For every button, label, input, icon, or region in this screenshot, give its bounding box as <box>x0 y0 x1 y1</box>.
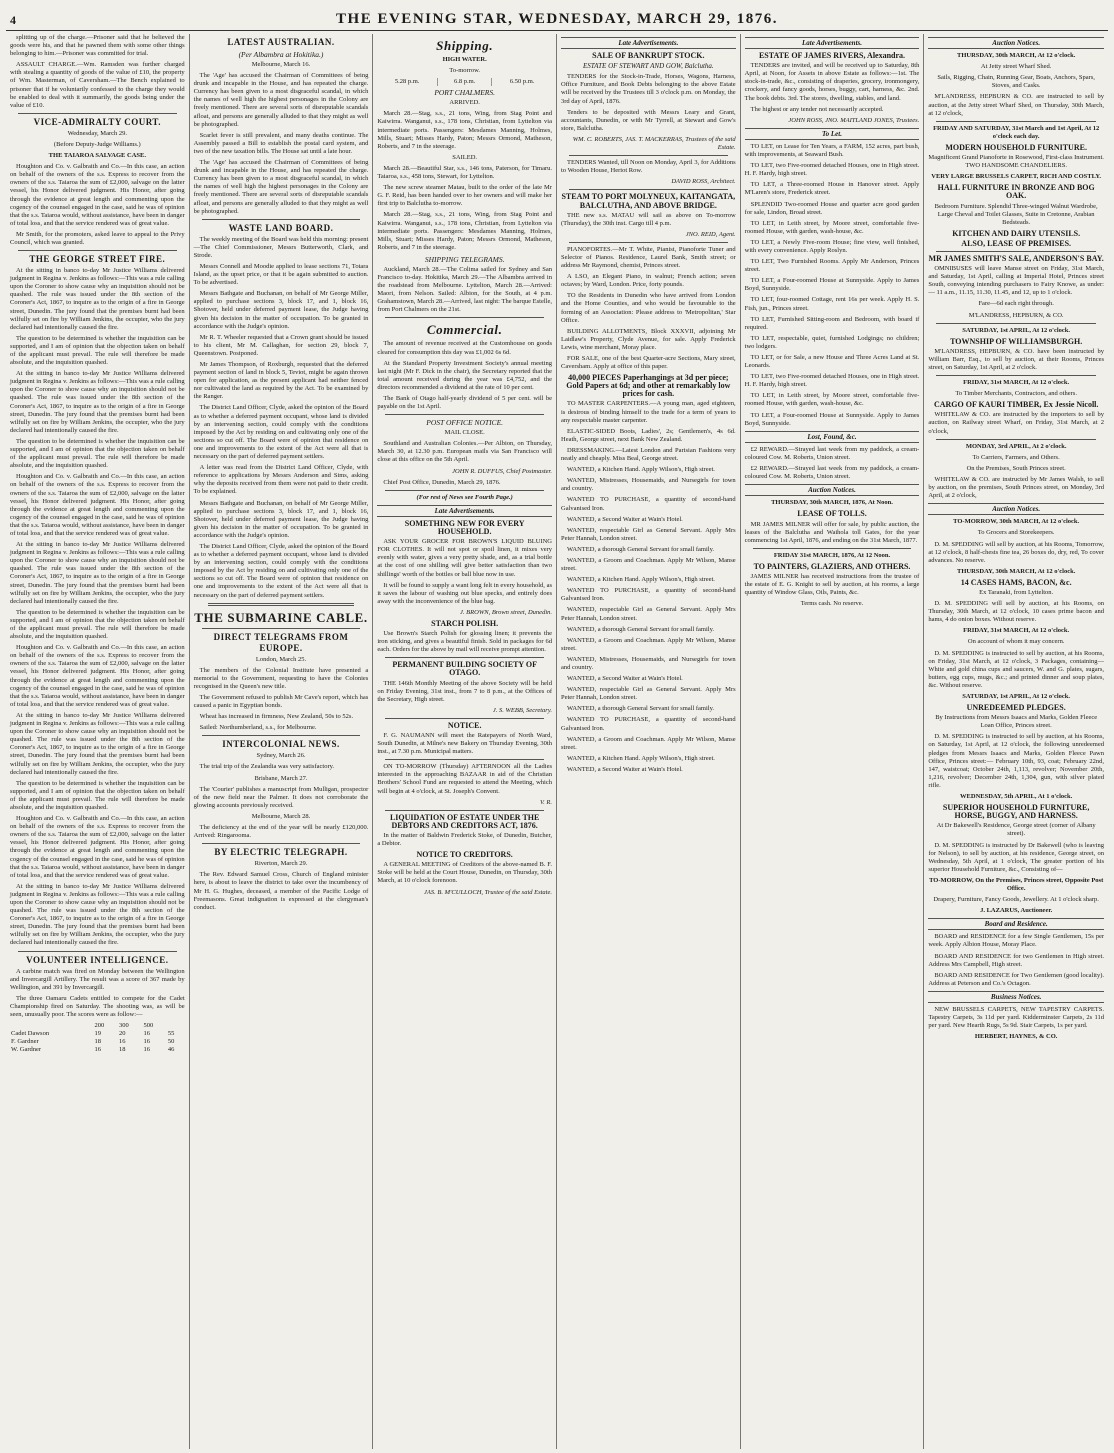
article-text: The 'Age' has accused the Chairman of Committees of being drunk and incapable in the House, and has repeated the charge. Currency has been given to a most disgraceful scandal, in which the names of well high the highest personages in the Colony are freely mentioned. There are several sorts of disreputable scandals afloat, and persons are generally alluded to that they might as well be photographed. <box>193 159 369 215</box>
article-text: Chief Post Office, Dunedin, March 29, 1876. <box>383 478 501 486</box>
article-text: March 28.—Stag, s.s., 21 tons, Wing, from Stag Point and Kaiwirra. Wanganui, s.s., 178 tons, Christian, from Lyttelton via intermediate ports. Passengers: Mesdames Manning, Holmes, Mills, Stuart; Misses Hardy, Paton; Messrs Ormond, Matheson, Roberts, and 7 in the steerage. <box>377 110 552 150</box>
signature: JOHN ROSS, JNO. MAITLAND JONES, Trustees. <box>788 116 920 124</box>
section-heading: DIRECT TELEGRAMS FROM EUROPE. <box>213 631 349 653</box>
article-text: Houghton and Co. v. Galbraith and Co.—In this case, an action on behalf of the owners of the s.s. Express to recover from the owners of the s.s. Taiaroa the sum of £2,000, salvage on the latter vessel, his Honor delivered judgment. His Honor, after going through the evidence at great length and commenting upon the cogency of the counsel engaged in the case, said he was of opinion that the s.s. Taiaroa would, without assistance, have been in danger of total loss, and that the service rendered was of great value. <box>10 473 185 537</box>
ad-text: FOR SALE, one of the best Quarter-acre Sections, Mary street, Caversham. Apply at office of this paper. <box>561 355 736 371</box>
ad-text: A GENERAL MEETING of Creditors of the above-named B. F. Stoke will be held at the Court House, Dunedin, on Thursday, 30th March, at 10 o'clock forenoon. <box>377 861 552 885</box>
ad-heading: TOWNSHIP OF WILLIAMSBURGH. <box>950 336 1083 346</box>
ad-heading: MODERN HOUSEHOLD FURNITURE. <box>945 142 1087 152</box>
section-label: Board and Residence. <box>928 918 1104 930</box>
ad-text: Use Brown's Starch Polish for glossing linen; it prevents the iron sticking, and gives a beautiful finish. Sold in packages for 6d each. Orders for the above by mail will receive prompt attention. <box>377 630 552 654</box>
subheading: To-morrow. <box>449 67 481 75</box>
ad-text: To Carriers, Farmers, and Others. <box>972 453 1060 461</box>
ad-text: WANTED, a Groom and Coachman. Apply Mr Wilson, Manse street. <box>561 735 736 751</box>
ad-text: TO LET, a Four-roomed House at Sunnyside. Apply to James Boyd, Sunnyside. <box>744 411 920 427</box>
article-text: The three Oamaru Cadets entitled to compete for the Cadet Championship fired on Saturday. The shooting was, as will be seen, unusually poor. The scores were as follow:— <box>10 994 185 1019</box>
article-text: The Bank of Otago half-yearly dividend of 5 per cent. will be payable on the 1st April. <box>377 395 552 411</box>
article-text: The question to be determined is whether the inquisition can be supported, and I am of opinion that the objection taken on behalf of the applicant must prevail. The rule will therefore be made absolute, and the inquisition quashed. <box>10 779 185 811</box>
ad-heading: HALL FURNITURE IN BRONZE AND BOG OAK. <box>937 183 1095 201</box>
auction-date: TO-MORROW, 30th MARCH, At 12 o'clock. <box>953 518 1080 526</box>
ad-text: JAMES MILNER has received instructions from the trustee of the estate of E. G. Knight to sell by auction, at his rooms, a large quantity of Window Glass, Oils, Paints, &c. <box>744 572 920 597</box>
divider <box>936 251 1096 252</box>
article-text: March 28.—Beautiful Star, s.s., 146 tons, Paterson, for Timaru. Taiaroa, s.s., 458 tons, Stewart, for Lyttelton. <box>377 164 552 181</box>
ad-text: On account of whom it may concern. <box>967 638 1065 646</box>
section-heading: THE SUBMARINE CABLE. <box>194 609 368 625</box>
ad-text: TENDERS are invited, and will be received up to Saturday, 8th April, at Noon, for Assets in above Estate as follows:—1st. The stock-in-trade, &c., consisting of draperies, grocery, ironmongery, crockery, and fancy goods, horses, buggy, cart, harness, &c. 2nd. The book debts. 3rd. The stores, dwelling, stables, and land. <box>744 62 920 102</box>
subheading: HIGH WATER. <box>442 56 487 63</box>
ad-text: WANTED, a Kitchen Hand. Apply Wilson's, High street. <box>567 754 715 762</box>
ad-text: WANTED, Mistresses, Housemaids, and Nursegirls for town and country. <box>561 655 736 671</box>
article-text: The Government refused to publish Mr Cave's report, which has caused a panic in Egyptian bonds. <box>193 694 369 710</box>
ad-text: TO LET, a Three-roomed House in Hanover street. Apply M'Laren's store, Frederick street. <box>744 181 920 197</box>
signature: J. S. WEBB, Secretary. <box>492 706 552 714</box>
section-heading: BY ELECTRIC TELEGRAPH. <box>214 847 348 858</box>
ad-text: TO LET, Two Furnished Rooms. Apply Mr Anderson, Princes street. <box>744 258 920 274</box>
article-text: The 'Age' has accused the Chairman of Committees of being drunk and incapable in the House, and has repeated the charge. Currency has been given to a most disgraceful scandal, in which the names of well high the highest personages in the Colony are freely mentioned. There are several sorts of disreputable scandals afloat, and persons are generally alluded to that they might as well be photographed. <box>193 72 369 128</box>
section-heading: VICE-ADMIRALTY COURT. <box>33 116 161 127</box>
ad-text: TO LET, respectable, quiet, furnished Lodgings; no children; two lodgers. <box>744 334 920 350</box>
divider <box>385 657 544 658</box>
ad-heading: LIQUIDATION OF ESTATE UNDER THE DEBTORS AND CREDITORS ACT, 1876. <box>389 812 540 830</box>
dateline: London, March 25. <box>255 655 307 663</box>
divider <box>569 189 728 190</box>
ad-heading: SUPERIOR HOUSEHOLD FURNITURE, HORSE, BUGGY, AND HARNESS. <box>942 803 1090 821</box>
ad-text: WANTED TO PURCHASE, a quantity of second-hand Galvanised Iron. <box>561 716 736 732</box>
ad-text: Ex Taranaki, from Lyttelton. <box>979 588 1054 596</box>
article-text: Houghton and Co. v. Galbraith and Co.—In this case, an action on behalf of the owners of the s.s. Express to recover from the owners of the s.s. Taiaroa the sum of £2,000, salvage on the latter vessel, his Honor delivered judgment. His Honor, after going through the evidence at great length and commenting upon the cogency of the counsel engaged in the case, said he was of opinion that the s.s. Taiaroa would, without assistance, have been in danger of total loss, and that the service rendered was of great value. <box>10 644 185 708</box>
ad-text: A LSO, an Elegant Piano, in walnut; French action; seven octaves; by Ward, London. Price, forty pounds. <box>561 273 736 289</box>
column-3 <box>373 34 557 1449</box>
ad-text: Magnificent Grand Pianoforte in Rosewood, First-class Instrument. TWO HANDSOME CHANDELIERS. <box>928 154 1104 170</box>
article-text: Southland and Australian Colonies.—Per Albion, on Thursday, March 30, at 12.30 p.m. European mails via San Francisco will close at this office on the 5th April. <box>377 440 552 464</box>
article-text: Messrs Bathgate and Buchanan, on behalf of Mr George Miller, applied to purchase sections 3, block 17, and 1, block 16, Shotover, held under deferred payment lease, the Judge having given his decision in the matter of occupation. To be granted in accordance with the Judge's opinion. <box>193 499 369 539</box>
ad-text: M'LANDRESS, HEPBURN & CO. are instructed to sell by auction, at the Jetty street Wharf Shed, on Thursday, 30th March, at 12 o'clock, <box>928 93 1104 117</box>
section-heading: LATEST AUSTRALIAN. <box>227 37 335 47</box>
article-text: The members of the Colonial Institute have presented a memorial to the Government, requesting to have the Colonies recognised in the Queen's new title. <box>193 666 369 690</box>
terms: Terms cash. No reserve. <box>800 600 864 608</box>
section-label: Auction Notices. <box>928 503 1104 515</box>
article-text: ASSAULT CHARGE.—Wm. Ramsden was further charged with stealing a quantity of goods of the value of £10, the property of Wm. Masterman, of Caversham.—The Bench explained to prisoner that if he voluntarily confessed to the charge they would be enabled to deal with it summarily, the goods being under the value of £10. <box>10 61 185 109</box>
ad-text: THE new s.s. MATAU will sail as above on To-morrow (Thursday), the 30th inst. Cargo till 4 p.m. <box>561 211 736 227</box>
ad-text: SPLENDID Two-roomed House and quarter acre good garden for sale, Lindon, Broad street. <box>744 200 920 216</box>
article-text: At the Standard Property Investment Society's annual meeting last night (Mr F. Dick in the chair), the Secretary reported that the total amount received during the year was £4,752, and the directors recommended a dividend at the rate of 10 per cent. <box>377 359 552 391</box>
ad-text: ON TO-MORROW (Thursday) AFTERNOON all the Ladies interested in the approaching BAZAAR in aid of the Christian Brothers' School Fund are requested to attend the Meeting, which will begin at 4 o'clock, at St. Joseph's Convent. <box>377 763 552 795</box>
section-label: Auction Notices. <box>745 484 920 496</box>
auction-date: THURSDAY, 30th MARCH, 1876, At Noon. <box>771 499 893 507</box>
ad-text: TO LET, in Leith street, by Moore street, comfortable five-roomed House, with garden, wash-house, &c. <box>744 219 920 235</box>
ad-text: WANTED, respectable Girl as General Servant. Apply Mrs Peter Hannah, London street. <box>561 686 736 702</box>
ad-text: PIANOFORTES.—Mr T. White, Pianist, Pianoforte Tuner and Selector of Pianos. Residence, Laurel Bank, Smith street; or address Mr Raymond, chemist, Princes street. <box>561 245 736 270</box>
column-2 <box>190 34 374 1449</box>
tide-table: 5.28 p.m. 6.8 p.m. 6.50 p.m. <box>377 78 552 86</box>
subheading: SAILED. <box>452 153 478 161</box>
ad-text: ELASTIC-SIDED Boots, Ladies', 2s; Gentlemen's, 4s 6d. Heath, George street, next Bank New Zealand. <box>561 427 736 443</box>
section-label: Business Notices. <box>928 991 1104 1003</box>
ad-text: TO LET, a Newly Five-room House; fine view, well finished, with every convenience. Apply Roslyn. <box>744 238 920 254</box>
auction-date: FRIDAY 31st MARCH, 1876, At 12 Noon. <box>773 551 891 559</box>
article-text: The new screw steamer Matau, built to the order of the late Mr G. F. Reid, has been handed over to her owners and will make her first trip to Balclutha to-morrow. <box>377 184 552 208</box>
article-text: Houghton and Co. v. Galbraith and Co.—In this case, an action on behalf of the owners of the s.s. Express to recover from the owners of the s.s. Taiaroa the sum of £2,000, salvage on the latter vessel, his Honor delivered judgment. His Honor, after going through the evidence at great length and commenting upon the cogency of the counsel engaged in the case, said he was of opinion that the s.s. Taiaroa would, without assistance, have been in danger of total loss, and that the service rendered was of great value. <box>10 163 185 227</box>
divider <box>936 375 1096 376</box>
ad-heading: NOTICE TO CREDITORS. <box>416 850 513 860</box>
divider <box>208 603 355 606</box>
ad-text: TENDERS Wanted, till Noon on Monday, April 3, for Additions to Wooden House, Heriot Row. <box>561 159 736 175</box>
ad-text: At Dr Bakewell's Residence, George street (corner of Albany street). <box>936 822 1096 838</box>
dateline: Melbourne, March 28. <box>251 812 311 820</box>
ad-text: WHITELAW & CO. are instructed by Mr James Walsh, to sell by auction, on the premises, South Princes street, on Monday, 3rd April, at 2 o'clock, <box>928 475 1104 500</box>
ad-text: D. M. SPEDDING is instructed to sell by auction, at his Rooms, on Saturday, 1st April, at 12 o'clock, the following unredeemed pledges from Messrs Isaacs and Marks, Golden Fleece Pawn Office, Princes street:— February 10th, 93, coat; February 22nd, 147, waistcoat; October 24th, 1,113, revolver; November 20th, 1,216, revolver; December 24th, 1,304, gun, with silver plated rifle. <box>928 733 1104 789</box>
ad-text: Drapery, Furniture, Fancy Goods, Jewellery. At 1 o'clock sharp. <box>933 896 1099 904</box>
ad-heading: NOTICE. <box>447 720 482 730</box>
ad-text: NEW BRUSSELS CARPETS, NEW TAPESTRY CARPETS. Tapestry Carpets, 3s 11d per yard. Kidderminster Carpets, 2s 11d per yard. New Hearth Rugs, 5s 9d. Stair Carpets, 1s per yard. <box>928 1006 1104 1030</box>
ad-text: TO LET, two Five-roomed detached Houses, one in High street. H. F. Hardy, high street. <box>744 373 920 389</box>
ad-text: BOARD AND RESIDENCE for Two Gentlemen (good locality). Address at Peterson and Co.'s Octagon. <box>928 971 1104 987</box>
divider <box>936 121 1096 122</box>
ad-text: OMNIBUSES will leave Manse street on Friday, 31st March, and Saturday, 1st April, calling at Imperial Hotel, Princes street South, conveying intending purchasers to Fairy Knowe, as under:— 11 a.m., 11.15, 11.30, 11.45, and 12, up to 1 o'clock. <box>928 265 1104 297</box>
article-text: The amount of revenue received at the Customhouse on goods cleared for consumption this day was £1,002 6s 6d. <box>377 340 552 356</box>
column-4 <box>557 34 741 1449</box>
page-number: 4 <box>10 13 16 27</box>
article-text: At the sitting in banco to-day Mr Justice Williams delivered judgment in Regina v. Jenkins as follows:—This was a rule calling upon the Coroner to show cause why an inquisition should not be quashed. The rule was issued under the 8th section of the Coroner's Act, 1867, to inquire as to the origin of a fire in George street, Dunedin. The jury found that the premises burnt had been wilfully set on fire by William Jenkins, the occupier, who the jury declared had intentionally caused the fire. <box>10 370 185 434</box>
subheading: MAIL CLOSE. <box>444 429 485 437</box>
column-5 <box>741 34 925 1449</box>
ad-text: WANTED, a thorough General Servant for small family. <box>567 545 715 553</box>
divider <box>202 843 361 844</box>
ad-text: WANTED, a thorough General Servant for small family. <box>567 625 715 633</box>
ad-text: Sails, Rigging, Chain, Running Gear, Boats, Anchors, Spars, Stoves, and Casks. <box>937 74 1095 90</box>
ad-text: £2 REWARD.—Strayed last week from my paddock, a cream-coloured Cow. M. Roberts, Union street. <box>744 465 920 481</box>
article-text: Houghton and Co. v. Galbraith and Co.—In this case, an action on behalf of the owners of the s.s. Express to recover from the owners of the s.s. Taiaroa the sum of £2,000, salvage on the latter vessel, his Honor delivered judgment. His Honor, after going through the evidence at great length and commenting upon the cogency of the counsel engaged in the case, said he was of opinion that the s.s. Taiaroa would, without assistance, have been in danger of total loss, and that the service rendered was of great value. <box>10 815 185 879</box>
signature: J. BROWN, Brown street, Dunedin. <box>460 608 552 616</box>
ad-text: BOARD and RESIDENCE for a few Single Gentlemen, 15s per week. Apply Albion House, Moray Place. <box>928 933 1104 949</box>
signature: WM. C. ROBERTS, JAS. T. MACKERRAS, Trustees of the said Estate. <box>572 135 736 152</box>
article-text: Messrs Bathgate and Buchanan, on behalf of Mr George Miller, applied to purchase sections 3, block 17, and 1, block 16, Shotover, held under deferred payment lease, the Judge having given his decision in the matter of occupation. To be granted in accordance with the Judge's opinion. <box>193 290 369 330</box>
ad-text: To Timber Merchants, Contractors, and others. <box>955 390 1077 398</box>
divider <box>202 219 361 220</box>
scores-header: 200 300 500 <box>94 1022 154 1030</box>
ad-text: WHITELAW & CO. are instructed by the importers to sell by auction, on Railway street Wharf, on Friday, 31st March, at 2 o'clock, <box>928 411 1104 435</box>
column-6 <box>924 34 1108 1449</box>
divider <box>18 113 177 114</box>
ad-text: Bedroom Furniture. Splendid Three-winged Walnut Wardrobe, Large Cheval and Toilet Glasses, Suite in Cretonne, Arabian Bedsteads. <box>934 202 1098 226</box>
ad-text: Fare—6d each right through. <box>978 300 1054 308</box>
divider <box>385 317 544 318</box>
ad-heading: 14 CASES HAMS, BACON, &c. <box>960 577 1072 587</box>
section-label: To Let. <box>745 128 920 140</box>
ad-text: WANTED, a Kitchen Hand. Apply Wilson's, High street. <box>567 576 715 584</box>
ad-heading: 40,000 PIECES Paperhangings at 3d per piece; Gold Papers at 6d; and other at remarkably low prices for cash. <box>566 373 731 399</box>
ad-text: WANTED, respectable Girl as General Servant. Apply Mrs Peter Hannah, London street. <box>561 606 736 622</box>
auction-date: TO-MORROW, On the Premises, Princes street, Opposite Post Office. <box>929 876 1104 892</box>
ad-text: VERY LARGE BRUSSELS CARPET, RICH AND COSTLY. <box>931 173 1102 181</box>
section-label: Auction Notices. <box>928 37 1104 49</box>
ad-text: WANTED, a Second Waiter at Wain's Hotel. <box>567 675 683 683</box>
subheading: (Per Albambra at Hokitika.) <box>238 50 324 59</box>
ad-text: M'LANDRESS, HEPBURN, & CO. have been instructed by William Barr, Esq., to sell by auction, at their Rooms, Princes street, on Saturday, 1st April, at 2 o'clock. <box>928 347 1104 371</box>
signature: JAS. B. M'CULLOCH, Trustee of the said Estate. <box>424 888 552 896</box>
divider <box>385 810 544 811</box>
ad-text: BUILDING ALLOTMENTS, Block XXXVII, adjoining Mr Laidlaw's Property, Clyde Avenue, for sale. Apply Frederick Lewis, wine merchant, Moray place. <box>561 327 736 351</box>
signature: HERBERT, HAYNES, & CO. <box>974 1033 1058 1041</box>
section-label: Late Advertisements. <box>377 505 552 517</box>
article-text: At the sitting in banco to-day Mr Justice Williams delivered judgment in Regina v. Jenkins as follows:—This was a rule calling upon the Coroner to show cause why an inquisition should not be quashed. The rule was issued under the 8th section of the Coroner's Act, 1867, to inquire as to the origin of a fire in George street, Dunedin. The jury found that the premises burnt had been wilfully set on fire by William Jenkins, the occupier, who the jury declared had intentionally caused the fire. <box>10 711 185 776</box>
ad-heading: ALSO, LEASE OF PREMISES. <box>961 238 1072 248</box>
auction-date: FRIDAY AND SATURDAY, 31st March and 1st April, At 12 o'clock each day. <box>933 124 1100 140</box>
dateline: Wednesday, March 29. <box>67 129 127 137</box>
auction-venue: At Jetty street Wharf Shed. <box>980 63 1052 71</box>
section-label: Late Advertisements. <box>745 37 920 49</box>
ad-text: WANTED, a Second Waiter at Wain's Hotel. <box>567 765 683 773</box>
auction-date: SATURDAY, 1st APRIL, At 12 o'clock. <box>962 693 1071 700</box>
article-text: The question to be determined is whether the inquisition can be supported, and I am of opinion that the objection taken on behalf of the applicant must prevail. The rule will therefore be made absolute, and the inquisition quashed. <box>10 437 185 470</box>
article-text: At the sitting in banco to-day Mr Justice Williams delivered judgment in Regina v. Jenkins as follows:—This was a rule calling upon the Coroner to show cause why an inquisition should not be quashed. The rule was issued under the 8th section of the Coroner's Act, 1867, to inquire as to the origin of a fire in George street, Dunedin. The jury found that the premises burnt had been wilfully set on fire by William Jenkins, the occupier, who the jury declared had intentionally caused the fire. <box>10 541 185 605</box>
ad-text: D. M. SPEDDING will sell by auction, at his Rooms, Tomorrow, at 12 o'clock, 8 half-chests fine tea, 26 boxes do, dry, red, To cover advances. No reserve. <box>928 540 1104 564</box>
signature: DAVID ROSS, Architect. <box>671 178 736 186</box>
ad-text: TO LET, four-roomed Cottage, rent 16s per week. Apply H. S. Fish, jun., Princes street. <box>744 296 920 312</box>
ad-text: By Instructions from Messrs Isaacs and Marks, Golden Fleece Loan Office, Princes street. <box>935 714 1098 730</box>
divider <box>385 414 544 415</box>
ad-text: It will be found to supply a want long felt in every household, as it saves the labour of washing out blue specks, and entirely does away with the inconvenience of the blue bag. <box>377 581 552 605</box>
article-text: A carbine match was fired on Monday between the Wellington and Invercargill Artillery. The result was a score of 367 made by Wellington, and 391 by Invercargill. <box>10 967 185 991</box>
ad-text: THE 146th Monthly Meeting of the above Society will be held on Friday Evening, 31st inst., from 7 to 8 p.m., at the Offices of the Secretary, High street. <box>377 679 552 703</box>
ad-text: D. M. SPEDDING is instructed to sell by auction, at his Rooms, on Friday, 31st March, at 12 o'clock, 3 Packages, containing— White and gold china cups and saucers, W. and G. plates, sugars, butters, egg cups, mugs, &c.; and printed dinner and soup plates, &c. Without reserve. <box>928 649 1104 689</box>
subheading: POST OFFICE NOTICE. <box>426 418 504 428</box>
section-label: Lost, Found, &c. <box>745 431 920 443</box>
ad-text: D. M. SPEDDING will sell by auction, at his Rooms, on Thursday, 30th March, at 12 o'clock, 10 cases prime bacon and hams, 4 do onion boxes. Without reserve. <box>928 600 1104 624</box>
article-text: The District Land Officer, Clyde, asked the opinion of the Board as to whether a deferred payment occupant, whose land is divided by an intervening section, could comply with the conditions imposed by the Act by residing on and cultivating only one of the sections so cut off. The Board were of opinion that residence on one and improvements to the extent of the Act were all that is necessary on the part of deferred payment settlers. <box>193 542 369 599</box>
article-text: Wheat has increased in firmness, New Zealand, 50s to 52s. <box>199 713 354 721</box>
signature: V. R. <box>540 798 552 806</box>
article-text: splitting up of the charge.—Prisoner said that he believed the goods were his, and that he pawned them with some other things belonging to him.—Prisoner was committed for trial. <box>10 34 185 58</box>
ad-heading: MR JAMES SMITH'S SALE, ANDERSON'S BAY. <box>928 253 1104 263</box>
article-text: The District Land Officer, Clyde, asked the opinion of the Board as to whether a deferred payment occupant, whose land is divided by an intervening section, could comply with the conditions imposed by the Act by residing on and cultivating only one of the sections so cut off. The Board were of opinion that residence on one and improvements to the extent of the Act were all that is necessary on the part of deferred payment settlers. <box>193 404 369 461</box>
ad-text: TO MASTER CARPENTERS.—A young man, aged eighteen, is desirous of binding himself to the trade for a term of years to any respectable master carpenter. <box>561 400 736 424</box>
article-text: Mr James Thompson, of Roxburgh, requested that the deferred payment section of land in block 5, Teviot, might be again thrown open for application, as the present applicant had neither fenced nor cultivated the land as required by the Act. To be examined by the Ranger. <box>193 361 369 401</box>
column-grid <box>6 34 1108 1449</box>
ad-subheading: ESTATE OF STEWART AND GOW, Balclutha. <box>583 62 714 71</box>
divider <box>936 439 1096 440</box>
subheading: SHIPPING TELEGRAMS. <box>424 254 505 264</box>
article-text: At the sitting in banco to-day Mr Justice Williams delivered judgment in Regina v. Jenkins as follows:—This was a rule calling upon the Coroner to show cause why an inquisition should not be quashed. The rule was issued under the 8th section of the Coroner's Act, 1867, to inquire as to the origin of a fire in George street, Dunedin. The jury found that the premises burnt had been wilfully set on fire by William Jenkins, the occupier, who the jury declared had intentionally caused the fire. <box>10 267 185 331</box>
dateline: Melbourne, March 16. <box>251 61 311 68</box>
signature: JOHN R. DUFFUS, Chief Postmaster. <box>452 467 552 475</box>
divider <box>385 718 544 719</box>
table-row: Cadet Dawson 19 20 16 55 <box>11 1030 175 1038</box>
auction-date: FRIDAY, 31st MARCH, At 12 o'clock. <box>963 379 1070 387</box>
auction-date: MONDAY, 3rd APRIL, At 2 o'clock. <box>965 442 1067 450</box>
ad-text: WANTED, a Second Waiter at Wain's Hotel. <box>567 515 683 523</box>
ad-text: WANTED, a Groom and Coachman. Apply Mr Wilson, Manse street. <box>561 556 736 573</box>
ad-text: TO LET, two Five-roomed detached Houses, one in High street. H. F. Hardy, high street. <box>744 162 920 178</box>
ad-text: TO LET, in Leith street, by Moore street, comfortable five-roomed House, with garden, wash-house, &c. <box>744 392 920 408</box>
ad-heading: SOMETHING NEW FOR EVERY HOUSEHOLD. <box>404 518 525 537</box>
ad-text: In the matter of Baldwin Frederick Stoke, of Dunedin, Butcher, a Debtor. <box>377 831 552 848</box>
ad-heading: PERMANENT BUILDING SOCIETY OF OTAGO. <box>392 660 537 678</box>
ad-heading: LEASE OF TOLLS. <box>797 509 867 519</box>
case-title: THE TAIAROA SALVAGE CASE. <box>48 152 146 160</box>
divider <box>753 548 912 549</box>
column-1 <box>6 34 190 1449</box>
ad-text: DRESSMAKING.—Latest London and Parisian Fashions very neatly and cheaply. Miss Beal, George street. <box>561 446 736 463</box>
ad-text: D. M. SPEDDING is instructed by Dr Bakewell (who is leaving for Nelson), to sell by auction, at his residence, George street, on Wednesday, 5th April, at 1 o'clock, The greater portion of his superior Household Furniture, &c., Consisting of— <box>928 841 1104 873</box>
table-row: W. Gardner 16 18 16 46 <box>11 1046 175 1054</box>
auction-date: WEDNESDAY, 5th APRIL, At 1 o'clock. <box>960 793 1073 801</box>
table-row: F. Gardner 18 16 16 50 <box>11 1038 175 1046</box>
ad-text: TO LET, or for Sale, a new House and Three Acres Land at St. Leonards. <box>744 354 920 370</box>
ad-heading: TO PAINTERS, GLAZIERS, AND OTHERS. <box>753 561 911 571</box>
byline: (Before Deputy-Judge Williams.) <box>53 140 141 148</box>
ad-text: TO the Residents in Dunedin who have arrived from London and the Home Counties, and who would be favourable to the forming of an Association: Please address to 'Metropolitan,' Star Office. <box>561 292 736 324</box>
section-heading: INTERCOLONIAL NEWS. <box>222 739 340 750</box>
signature: J. LAZARUS, Auctioneer. <box>980 907 1053 915</box>
signature: JNO. REID, Agent. <box>685 230 736 238</box>
ad-heading: ESTATE OF JAMES RIVERS, Alexandra. <box>758 51 906 61</box>
section-heading: Shipping. <box>436 38 494 53</box>
ad-heading: STEAM TO PORT MOLYNEUX, KAITANGATA, BALCLUTHA, AND ABOVE BRIDGE. <box>561 192 736 210</box>
dateline: Sydney, March 26. <box>256 752 306 760</box>
article-text: The 'Courier' publishes a manuscript from Mulligan, prospector of the new field near the Palmer. It does not corroborate the glowing accounts previously received. <box>193 785 369 809</box>
masthead <box>6 6 1108 31</box>
ad-text: TO LET, Furnished Sitting-room and Bedroom, with board if required. <box>744 315 920 331</box>
divider <box>936 323 1096 324</box>
article-text: Scarlet fever is still prevalent, and many deaths continue. The Assembly passed a Bill to establish the postal card system, and two of the new taxation bills. The House sat until a late hour. <box>193 131 369 155</box>
ad-heading: SALE OF BANKRUPT STOCK. <box>592 51 705 61</box>
section-heading: THE GEORGE STREET FIRE. <box>29 254 166 265</box>
article-text: Auckland, March 28.—The Colima sailed for Sydney and San Francisco to-day. Hokitika, March 29.—The Albambra arrived in the roadstead from Melbourne. Lyttelton, March 28.—Arrived: Maori, from Nelson. Sailed: Albion, for the South, at 4 p.m. Grahamstown, March 28.—Arrived, last night: The barque Estelle, from Port Chalmers on the 21st. <box>377 265 552 314</box>
divider <box>569 242 728 243</box>
ad-text: WANTED, a Groom and Coachman. Apply Mr Wilson, Manse street. <box>561 636 736 652</box>
subheading: PORT CHALMERS. <box>434 88 496 98</box>
article-text: At the sitting in banco to-day Mr Justice Williams delivered judgment in Regina v. Jenkins as follows:—This was a rule calling upon the Coroner to show cause why an inquisition should not be quashed. The rule was issued under the 8th section of the Coroner's Act, 1867, to inquire as to the origin of a fire in George street, Dunedin. The jury found that the premises burnt had been wilfully set on fire by William Jenkins, the occupier, who the jury declared had intentionally caused the fire. <box>10 882 185 947</box>
auction-date: FRIDAY, 31st MARCH, At 12 o'clock. <box>963 627 1070 635</box>
ad-text: To Grocers and Storekeepers. <box>977 529 1055 537</box>
article-text: A letter was read from the District Land Officer, Clyde, with reference to applications by Messrs Anderson and Sims, asking why the deposits received from them were not paid to their credit. To be explained. <box>193 464 369 496</box>
scores-table <box>10 1022 185 1054</box>
ad-text: Tenders to be deposited with Messrs Leary and Grant, accountants, Dunedin, or with Mr Tyrrell, at Stewart and Gow's store, Balclutha. <box>561 108 736 132</box>
ad-heading: CARGO OF KAURI TIMBER, Ex Jessie Nicoll. <box>933 400 1099 410</box>
notice: (For rest of News see Fourth Page.) <box>416 493 513 501</box>
article-text: Mr R. T. Wheeler requested that a Crown grant should be issued to his client, Mr M. Callaghan, for section 29, block 7, Queenstown. Postponed. <box>193 333 369 357</box>
divider <box>18 951 177 952</box>
ad-text: WANTED, respectable Girl as General Servant. Apply Mrs Peter Hannah, London street. <box>561 526 736 542</box>
section-heading: Commercial. <box>426 322 503 338</box>
ad-text: WANTED, a Kitchen Hand. Apply Wilson's, High street. <box>567 466 715 474</box>
auction-date: SATURDAY, 1st APRIL, At 12 o'clock. <box>962 326 1071 334</box>
article-text: Mr Smith, for the promoters, asked leave to appeal to the Privy Council, which was granted. <box>10 230 185 246</box>
article-text: March 28.—Stag, s.s., 21 tons, Wing, from Stag Point and Kaiwirra. Wanganui, s.s., 178 tons, Christian, from Lyttelton via intermediate ports. Passengers: Mesdames Manning, Holmes, Mills, Stuart; Misses Hardy, Paton; Messrs Ormond, Matheson, Roberts, and 7 in the steerage. <box>377 211 552 251</box>
ad-text: WANTED, a thorough General Servant for small family. <box>567 705 715 713</box>
signature: M'LANDRESS, HEPBURN, & CO. <box>968 311 1064 319</box>
ad-text: WANTED, Mistresses, Housemaids, and Nursegirls for town and country. <box>561 477 736 493</box>
subheading: ARRIVED. <box>449 99 480 107</box>
ad-text: TENDERS for the Stock-in-Trade, Horses, Wagons, Harness, Office Furniture, and Book Debts belonging to the above Estate will be received by the Trustees till 3 o'clock p.m. on Monday, the 3rd day of April, 1876. <box>561 73 736 105</box>
auction-date: THURSDAY, 30th MARCH, At 12 o'clock. <box>956 52 1076 60</box>
ad-text: WANTED TO PURCHASE, a quantity of second-hand Galvanised Iron. <box>561 496 736 512</box>
ad-heading: STARCH POLISH. <box>431 618 499 628</box>
article-text: The deficiency at the end of the year will be nearly £120,000. Arrived: Ringarooma. <box>193 824 369 840</box>
ad-text: £2 REWARD.—Strayed last week from my paddock, a cream-coloured Cow. M. Roberts, Union street. <box>744 445 920 461</box>
ad-text: TO LET, a Four-roomed House at Sunnyside. Apply to James Boyd, Sunnyside. <box>744 277 920 293</box>
article-text: The question to be determined is whether the inquisition can be supported, and I am of opinion that the objection taken on behalf of the applicant must prevail. The rule will therefore be made absolute, and the inquisition quashed. <box>10 334 185 367</box>
ad-text: TO LET, on Lease for Ten Years, a FARM, 152 acres, part bush, with improvements, at Seaward Bush. <box>744 142 920 159</box>
ad-text: MR JAMES MILNER will offer for sale, by public auction, the leases of the Balclutha and Waihola toll Gates, for the year commencing 1st April, 1876, and ending on the 31st March, 1877. <box>744 520 920 544</box>
ad-text: On the Premises, South Princes street. <box>966 464 1066 472</box>
article-text: The weekly meeting of the Board was held this morning: present—The Chief Commissioner, Messrs Butterworth, Clark, and Strode. <box>193 235 369 259</box>
divider <box>385 759 544 760</box>
article-text: Sailed: Northumberland, s.s., for Melbourne. <box>199 724 317 732</box>
article-text: The question to be determined is whether the inquisition can be supported, and I am of opinion that the objection taken on behalf of the applicant must prevail. The rule will therefore be made absolute, and the inquisition quashed. <box>10 608 185 641</box>
dateline: Riverton, March 29. <box>254 860 308 868</box>
divider <box>202 735 361 736</box>
article-text: The Rev. Edward Samuel Cross, Church of England minister here, is about to leave the district to take over the incumbency of Mr H. G. Hughes, deceased, a member of the Pacific Lodge of Freemasons. Great indignation is expressed at the clergyman's conduct. <box>193 871 369 911</box>
ad-text: The highest or any tender not necessarily accepted. <box>750 105 884 113</box>
section-label: Late Advertisements. <box>561 37 736 49</box>
section-heading: WASTE LAND BOARD. <box>228 222 334 233</box>
auction-date: THURSDAY, 30th MARCH, At 12 o'clock. <box>956 567 1076 575</box>
ad-heading: KITCHEN AND DAIRY UTENSILS. <box>952 228 1081 238</box>
section-heading: VOLUNTEER INTELLIGENCE. <box>26 954 169 965</box>
article-text: Messrs Connell and Moodie applied to lease sections 71, Totara Island, as the upset price, or that it be again submitted to auction. To be advertised. <box>193 262 369 287</box>
divider <box>569 155 728 156</box>
divider <box>18 250 177 251</box>
divider <box>385 490 544 491</box>
newspaper-title: THE EVENING STAR, WEDNESDAY, MARCH 29, 1876. <box>336 11 778 27</box>
article-text: The trial trip of the Zealandia was very satisfactory. <box>199 763 335 771</box>
divider <box>202 628 361 629</box>
ad-text: BOARD AND RESIDENCE for two Gentlemen in High street. Address Mrs Campbell, High street. <box>928 952 1104 968</box>
ad-heading: UNREDEEMED PLEDGES. <box>966 703 1066 713</box>
dateline: Brisbane, March 27. <box>254 774 308 782</box>
ad-text: WANTED TO PURCHASE, a quantity of second-hand Galvanised Iron. <box>561 587 736 603</box>
ad-text: F. G. NAUMANN will meet the Ratepayers of North Ward, South Dunedin, at Milne's new Bakery on Thursday Evening, 30th inst., at 7.30 p.m. Municipal matters. <box>377 732 552 756</box>
ad-text: ASK YOUR GROCER FOR BROWN'S LIQUID BLUING FOR CLOTHES. It will not spot or spoil linen, it mixes very evenly with water, gives a very pretty shade, and, as a trial bottle at the cost of one shilling will give better satisfaction than two shillings' worth of the bottles or ball blue now in use. <box>377 538 552 578</box>
